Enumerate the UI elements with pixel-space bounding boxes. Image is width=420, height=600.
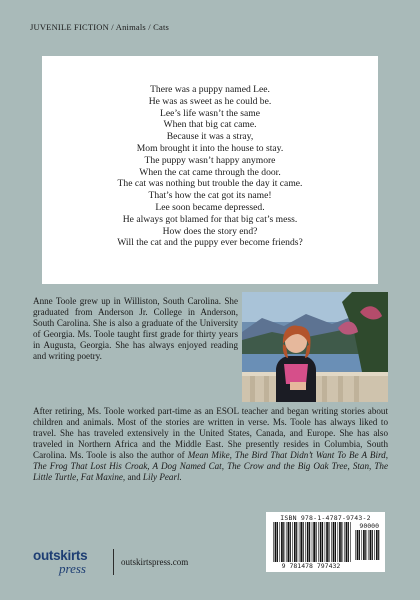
poem-line: When that big cat came. [163, 119, 257, 131]
isbn-number: ISBN 978-1-4787-9743-2 [280, 514, 371, 522]
price-code: 90000 [359, 522, 379, 530]
poem-panel [42, 56, 378, 284]
publisher-website: outskirtspress.com [121, 557, 189, 567]
poem-line: There was a puppy named Lee. [150, 84, 270, 95]
poem-line: Lee soon became depressed. [155, 201, 265, 213]
poem-line: The cat was nothing but trouble the day it came. [117, 178, 303, 190]
poem-line: He was as sweet as he could be. [148, 95, 272, 107]
poem-line: Lee’s life wasn’t the same [160, 107, 260, 119]
poem-line: How does the story end? [162, 225, 258, 237]
poem-line: When the cat came through the door. [139, 166, 281, 178]
book-last: Lily Pearl. [142, 471, 182, 482]
author-photo [242, 292, 388, 402]
poem-line: He always got blamed for that big cat’s mess. [122, 213, 298, 225]
barcode-digits: 9 781478 797432 [281, 562, 341, 570]
category-label: JUVENILE FICTION / Animals / Cats [30, 22, 170, 32]
poem-line: Will the cat and the puppy ever become friends? [117, 237, 303, 249]
poem-line: The puppy wasn’t happy anymore [144, 154, 276, 166]
barcode-bars [272, 522, 352, 562]
logo-wordmark: outskirts [33, 548, 88, 563]
bio-text: After retiring, Ms. Toole worked part-time as an ESOL teacher and began writing stories about children and animals. Most of the stories are written in verse. Ms. Toole has always liked to travel. She has traveled extensively in the United States, Canada, and Europe. She has also traveled in Northern Africa and the Middle East. She presently resides in Columbia, South Carolina. Ms. Toole is also the author of [33, 406, 388, 460]
bio-and: and [127, 471, 141, 482]
isbn-barcode [266, 512, 385, 572]
poem-line: Mom brought it into the house to stay. [136, 142, 284, 154]
poem-line: Because it was a stray, [166, 131, 254, 143]
logo-divider [113, 549, 114, 575]
logo-wordmark-sub: press [59, 561, 86, 576]
price-barcode-bars [354, 530, 380, 560]
author-bio-top: Anne Toole grew up in Williston, South Carolina. She graduated from Anderson Jr. College in Anderson, South Carolina. She is also a graduate of the University of Georgia. Ms. Toole taught first grade for thirty years in Augusta, Georgia. She has always enjoyed reading and writing poetry. [33, 296, 238, 361]
publisher-logo [33, 548, 105, 578]
author-bio-bottom [33, 406, 388, 483]
book-list: Mean Mike, The Bird That Didn’t Want To Be A Bird, The Frog That Lost His Croak, A Dog Named Cat, The Crow and the Big Oak Tree, Stan, The Little Turtle, Fat Maxine, [33, 449, 388, 482]
poem-line: That’s how the cat got its name! [148, 190, 272, 202]
